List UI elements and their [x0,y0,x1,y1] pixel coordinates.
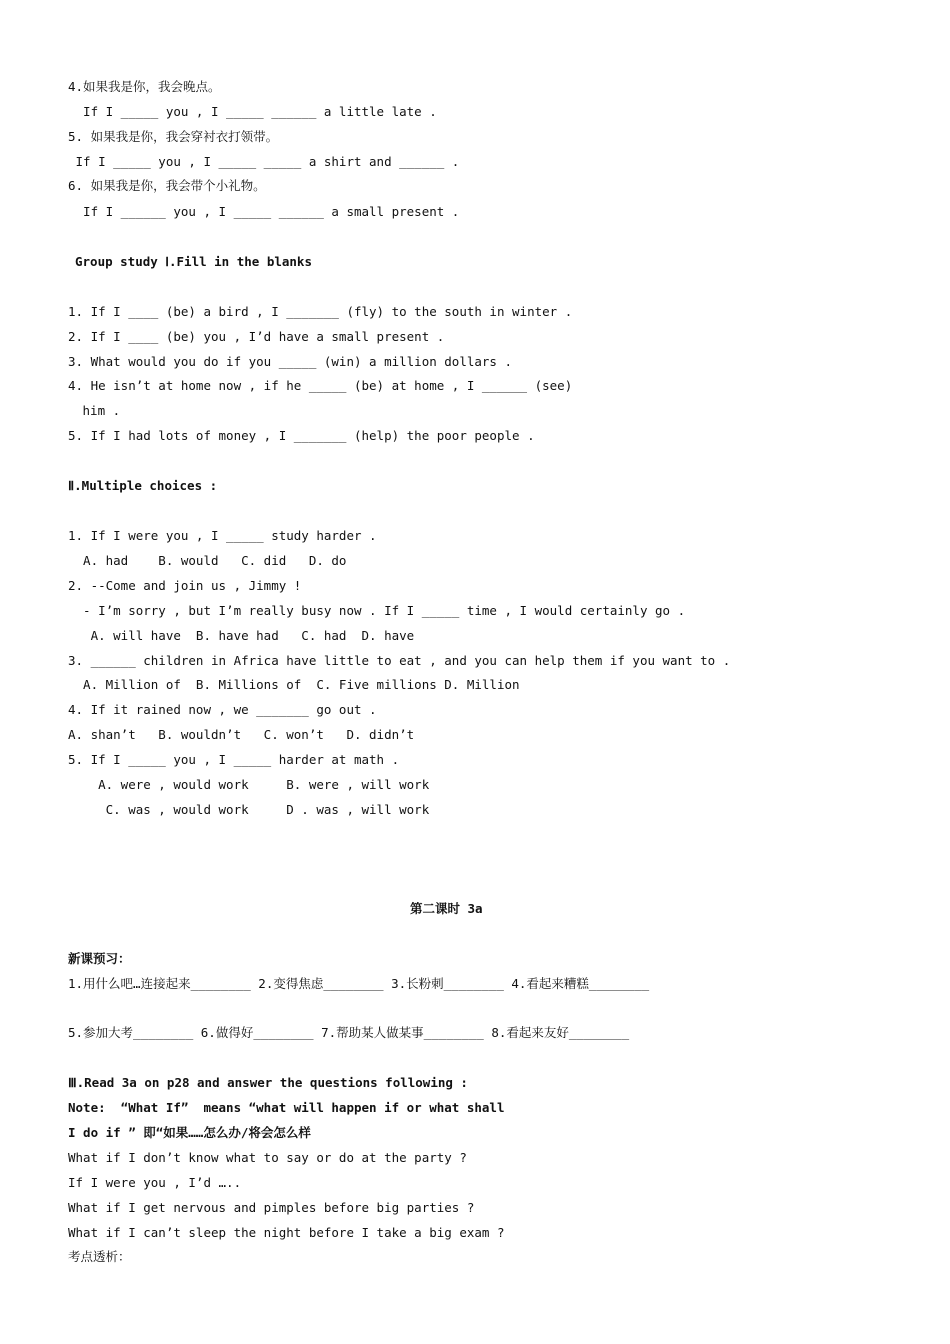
preview-heading: 新课预习： [68,951,131,966]
multiple-choice-heading: Ⅱ.Multiple choices : [68,478,218,493]
note-line-2: I do if ” 即“如果……怎么办/将会怎么样 [68,1125,311,1140]
reading-heading: Ⅲ.Read 3a on p28 and answer the questions following : [68,1075,468,1090]
fill-blank-4: 4. He isn’t at home now , if he _____ (be) at home , I ______ (see) [68,378,573,393]
exercise-6-english: If I ______ you , I _____ ______ a small present . [68,204,460,219]
fill-blank-3: 3. What would you do if you _____ (win) a million dollars . [68,354,513,369]
fill-blank-5: 5. If I had lots of money , I _______ (help) the poor people . [68,428,535,443]
mc-question-4: 4. If it rained now , we _______ go out . [68,702,377,717]
question-line-3: What if I get nervous and pimples before big parties ? [68,1200,475,1215]
mc-options-1: A. had B. would C. did D. do [68,553,347,568]
question-line-4: What if I can’t sleep the night before I take a big exam ? [68,1225,505,1240]
analysis-heading: 考点透析： [68,1249,131,1264]
fill-blank-1: 1. If I ____ (be) a bird , I _______ (fly) to the south in winter . [68,304,573,319]
mc-question-2-cont: - I’m sorry , but I’m really busy now . If I _____ time , I would certainly go . [68,603,686,618]
fill-blank-2: 2. If I ____ (be) you , I’d have a small present . [68,329,445,344]
mc-options-2: A. will have B. have had C. had D. have [68,628,415,643]
preview-vocab-row-2: 5.参加大考________ 6.做得好________ 7.帮助某人做某事________ 8.看起来友好________ [68,1025,630,1040]
fill-blank-4-cont: him . [75,403,121,418]
preview-vocab-row-1: 1.用什么吧…连接起来________ 2.变得焦虑________ 3.长粉刺________ 4.看起来糟糕________ [68,976,650,991]
lesson-2-title: 第二课时 3a [410,901,483,916]
mc-question-2: 2. --Come and join us , Jimmy ! [68,578,302,593]
mc-options-3: A. Million of B. Millions of C. Five millions D. Million [68,677,520,692]
mc-options-5b: C. was , would work D . was , will work [68,802,430,817]
group-study-heading: Group study Ⅰ.Fill in the blanks [75,254,312,269]
exercise-4-chinese: 4.如果我是你，我会晚点。 [68,79,221,94]
exercise-5-english: If I _____ you , I _____ _____ a shirt and ______ . [68,154,460,169]
exercise-6-chinese: 6. 如果我是你，我会带个小礼物。 [68,178,266,193]
question-line-2: If I were you , I’d ….. [68,1175,242,1190]
exercise-5-chinese: 5. 如果我是你，我会穿衬衣打领带。 [68,129,279,144]
exercise-4-english: If I _____ you , I _____ ______ a little late . [68,104,437,119]
mc-question-1: 1. If I were you , I _____ study harder . [68,528,377,543]
mc-options-5a: A. were , would work B. were , will work [68,777,430,792]
mc-question-5: 5. If I _____ you , I _____ harder at math . [68,752,400,767]
question-line-1: What if I don’t know what to say or do at the party ? [68,1150,467,1165]
note-line-1: Note: “What If” means “what will happen if or what shall [68,1100,505,1115]
mc-options-4: A. shan’t B. wouldn’t C. won’t D. didn’t [68,727,415,742]
mc-question-3: 3. ______ children in Africa have little to eat , and you can help them if you want to . [68,653,731,668]
